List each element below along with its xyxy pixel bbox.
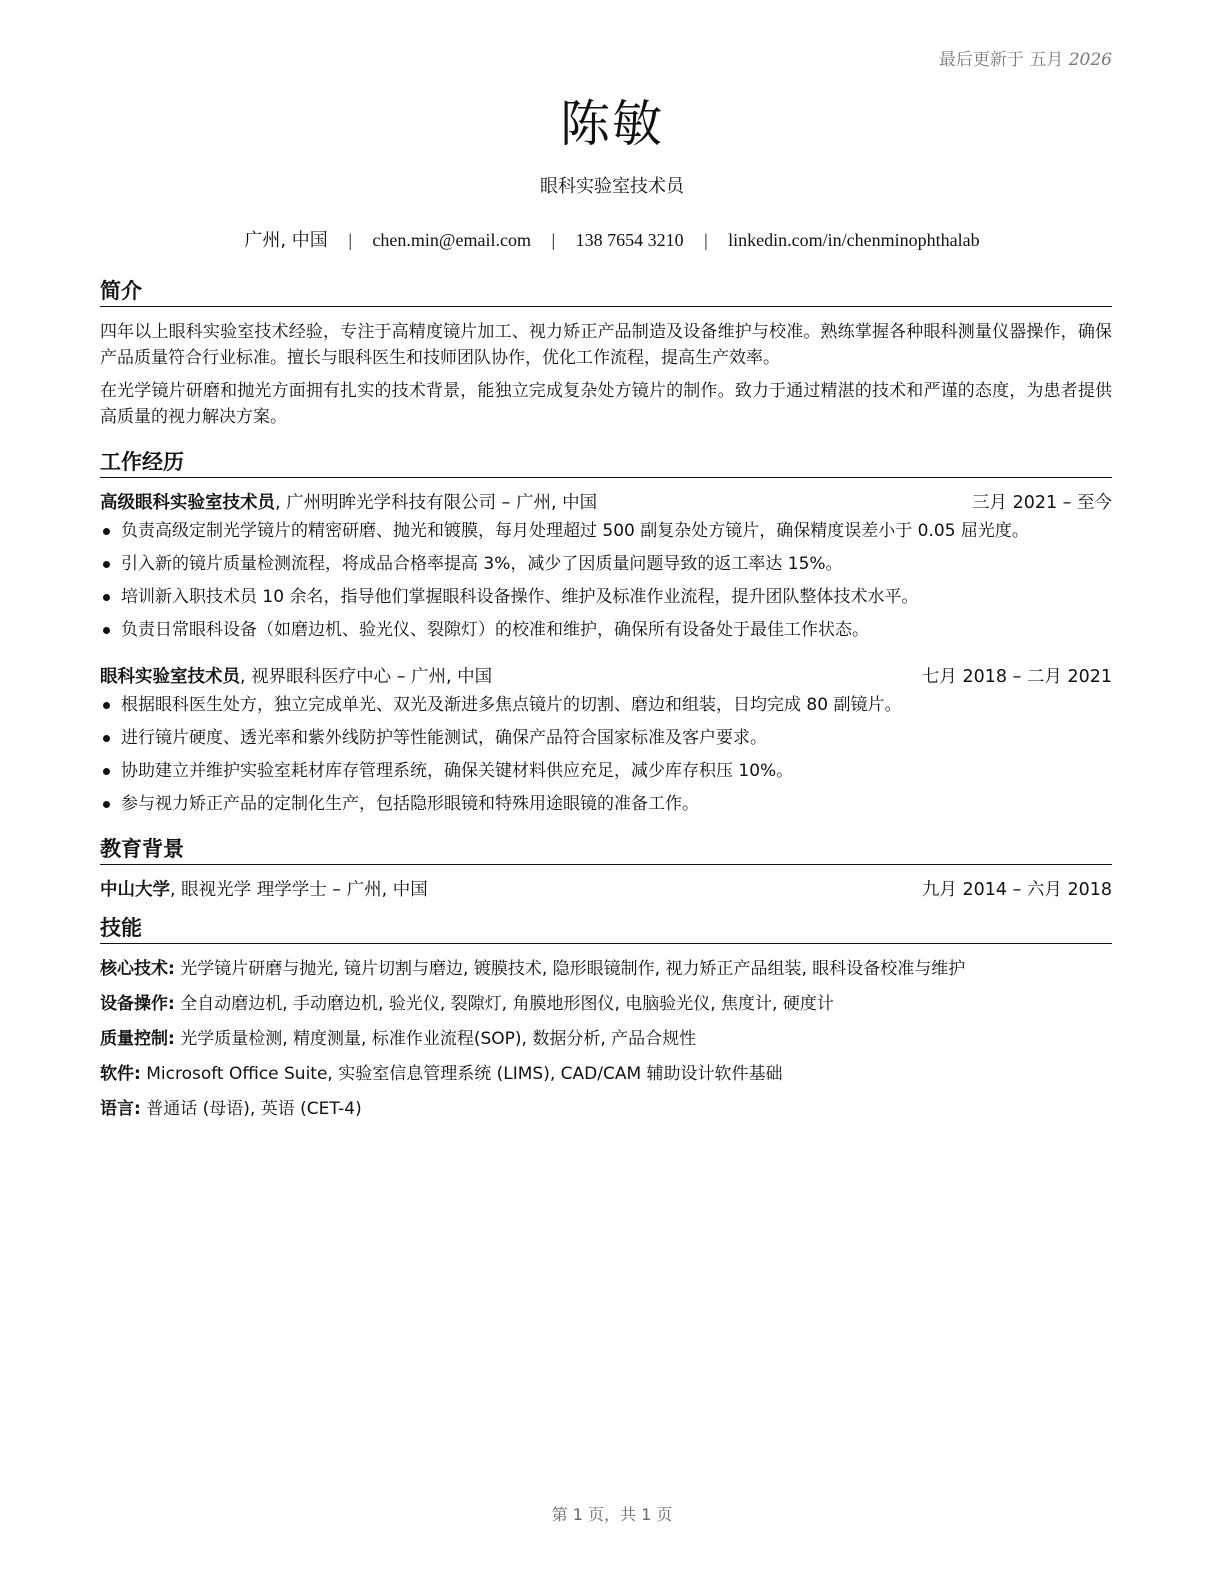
job-role: 高级眼科实验室技术员 (100, 493, 275, 513)
bullet-icon (103, 735, 110, 742)
skill-value: 普通话 (母语), 英语 (CET-4) (140, 1099, 362, 1119)
job-bullet: 负责高级定制光学镜片的精密研磨、抛光和镀膜，每月处理超过 500 副复杂处方镜片，确保精度误差小于 0.05 屈光度。 (100, 518, 1112, 544)
bullet-icon (103, 768, 110, 775)
bullet-icon (103, 528, 110, 535)
contact-email[interactable]: chen.min@email.com (372, 230, 531, 250)
skill-label: 语言: (100, 1099, 141, 1119)
bullet-icon (103, 702, 110, 709)
skill-row (100, 991, 1112, 1017)
job-header (100, 664, 1112, 690)
skill-value: 光学镜片研磨与抛光, 镜片切割与磨边, 镀膜技术, 隐形眼镜制作, 视力矫正产品组装, 眼科设备校准与维护 (174, 959, 966, 979)
education-dates: 九月 2014 – 六月 2018 (921, 880, 1112, 900)
job-org: , 广州明眸光学科技有限公司 – 广州, 中国 (275, 493, 598, 513)
resume-content (100, 278, 1112, 1131)
job-bullet: 参与视力矫正产品的定制化生产，包括隐形眼镜和特殊用途眼镜的准备工作。 (100, 791, 1112, 817)
job-header (100, 490, 1112, 516)
bullet-icon (103, 801, 110, 808)
page-number: 第 1 页，共 1 页 (551, 1505, 673, 1524)
job-bullet: 进行镜片硬度、透光率和紫外线防护等性能测试，确保产品符合国家标准及客户要求。 (100, 725, 1112, 751)
skill-label: 核心技术: (100, 959, 175, 979)
skill-value: 全自动磨边机, 手动磨边机, 验光仪, 裂隙灯, 角膜地形图仪, 电脑验光仪, 焦度计, 硬度计 (174, 994, 834, 1014)
last-updated-label: 最后更新于 五月 (938, 50, 1064, 70)
candidate-title: 眼科实验室技术员 (540, 176, 684, 197)
job-dates: 七月 2018 – 二月 2021 (921, 667, 1112, 687)
section-heading-summary: 简介 (100, 278, 1112, 307)
skill-label: 软件: (100, 1064, 141, 1084)
education-detail: , 眼视光学 理学学士 – 广州, 中国 (170, 880, 428, 900)
skill-row (100, 1061, 1112, 1087)
bullet-icon (103, 627, 110, 634)
education-school: 中山大学 (100, 880, 170, 900)
skill-row (100, 956, 1112, 982)
skill-row (100, 1096, 1112, 1122)
job-bullet: 协助建立并维护实验室耗材库存管理系统，确保关键材料供应充足，减少库存积压 10%。 (100, 758, 1112, 784)
candidate-name: 陈敏 (560, 95, 664, 153)
job-bullet: 培训新入职技术员 10 余名，指导他们掌握眼科设备操作、维护及标准作业流程，提升团队整体技术水平。 (100, 584, 1112, 610)
section-heading-skills: 技能 (100, 915, 1112, 944)
contact-separator: | (704, 230, 708, 250)
job-role: 眼科实验室技术员 (100, 667, 240, 687)
skill-label: 质量控制: (100, 1029, 175, 1049)
section-heading-education: 教育背景 (100, 836, 1112, 865)
contact-separator: | (551, 230, 556, 250)
last-updated-year: 2026 (1068, 50, 1112, 70)
job-bullet: 负责日常眼科设备（如磨边机、验光仪、裂隙灯）的校准和维护，确保所有设备处于最佳工作状态。 (100, 617, 1112, 643)
job-bullets (100, 518, 1112, 643)
job-bullets (100, 692, 1112, 817)
summary-paragraph: 四年以上眼科实验室技术经验，专注于高精度镜片加工、视力矫正产品制造及设备维护与校准。熟练掌握各种眼科测量仪器操作，确保产品质量符合行业标准。擅长与眼科医生和技师团队协作，优化工作流程，提高生产效率。 (100, 322, 1112, 368)
contact-location: 广州, 中国 (244, 230, 328, 251)
contact-line (0, 226, 1224, 252)
skill-row (100, 1026, 1112, 1052)
job-org: , 视界眼科医疗中心 – 广州, 中国 (240, 667, 493, 687)
contact-linkedin[interactable]: linkedin.com/in/chenminophthalab (728, 230, 980, 250)
skill-value: Microsoft Office Suite, 实验室信息管理系统 (LIMS), CAD/CAM 辅助设计软件基础 (140, 1064, 783, 1084)
contact-separator: | (348, 230, 352, 250)
job-bullet: 根据眼科医生处方，独立完成单光、双光及渐进多焦点镜片的切割、磨边和组装，日均完成 80 副镜片。 (100, 692, 1112, 718)
skill-label: 设备操作: (100, 994, 175, 1014)
bullet-icon (103, 594, 110, 601)
section-heading-experience: 工作经历 (100, 449, 1112, 478)
contact-phone: 138 7654 3210 (575, 230, 684, 250)
skill-value: 光学质量检测, 精度测量, 标准作业流程(SOP), 数据分析, 产品合规性 (174, 1029, 697, 1049)
last-updated (939, 45, 1112, 70)
job-dates: 三月 2021 – 至今 (972, 493, 1112, 513)
bullet-icon (103, 561, 110, 568)
summary-paragraph: 在光学镜片研磨和抛光方面拥有扎实的技术背景，能独立完成复杂处方镜片的制作。致力于通过精湛的技术和严谨的态度，为患者提供高质量的视力解决方案。 (100, 381, 1112, 427)
job-bullet: 引入新的镜片质量检测流程，将成品合格率提高 3%，减少了因质量问题导致的返工率达 15%。 (100, 551, 1112, 577)
education-entry (100, 877, 1112, 903)
